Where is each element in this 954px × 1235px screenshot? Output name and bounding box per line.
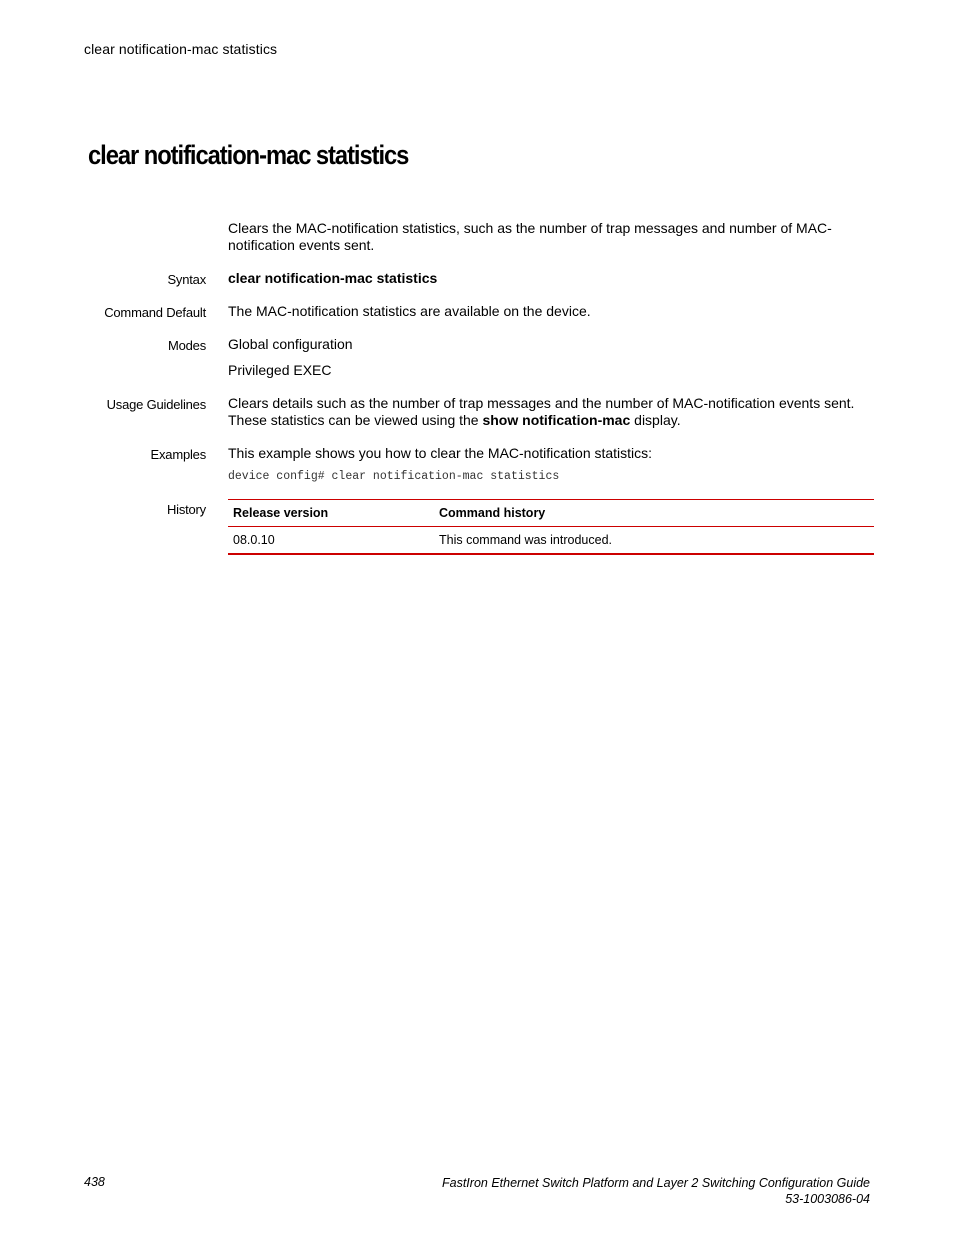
command-default-text: The MAC-notification statistics are available on the device.	[228, 303, 591, 319]
column-header-release: Release version	[228, 500, 434, 527]
command-default-label: Command Default	[104, 305, 206, 320]
running-header: clear notification-mac statistics	[84, 41, 278, 57]
doc-number: 53-1003086-04	[785, 1192, 870, 1206]
table-row	[228, 527, 874, 555]
page-number: 438	[84, 1175, 105, 1189]
history-label: History	[166, 502, 206, 517]
mode-item: Global configuration	[228, 336, 353, 352]
syntax-label: Syntax	[167, 272, 206, 287]
usage-bold-command: show notification-mac	[482, 412, 631, 428]
examples-label: Examples	[150, 447, 206, 462]
command-history-cell: This command was introduced.	[434, 527, 874, 555]
usage-text-after: display.	[630, 412, 681, 428]
column-header-command-history: Command history	[434, 500, 874, 527]
examples-text: This example shows you how to clear the MAC-notification statistics:	[228, 445, 653, 461]
history-table	[228, 499, 874, 555]
usage-guidelines-text	[228, 395, 868, 429]
syntax-command: clear notification-mac statistics	[228, 270, 438, 286]
guide-title: FastIron Ethernet Switch Platform and Layer 2 Switching Configuration Guide	[442, 1176, 870, 1190]
history-header-row	[228, 500, 874, 527]
mode-item: Privileged EXEC	[228, 362, 332, 378]
release-version-cell: 08.0.10	[228, 527, 434, 555]
footer-info	[442, 1175, 870, 1207]
page-title: clear notification-mac statistics	[88, 140, 409, 170]
description: Clears the MAC-notification statistics, such as the number of trap messages and number of MAC-notification events sent.	[228, 220, 832, 253]
example-code: device config# clear notification-mac statistics	[228, 470, 560, 483]
modes-label: Modes	[167, 338, 206, 353]
usage-guidelines-label: Usage Guidelines	[106, 397, 206, 412]
usage-text-before: Clears details such as the number of trap messages and the number of MAC-notification events sent. These statistics can be viewed using the	[228, 395, 855, 428]
